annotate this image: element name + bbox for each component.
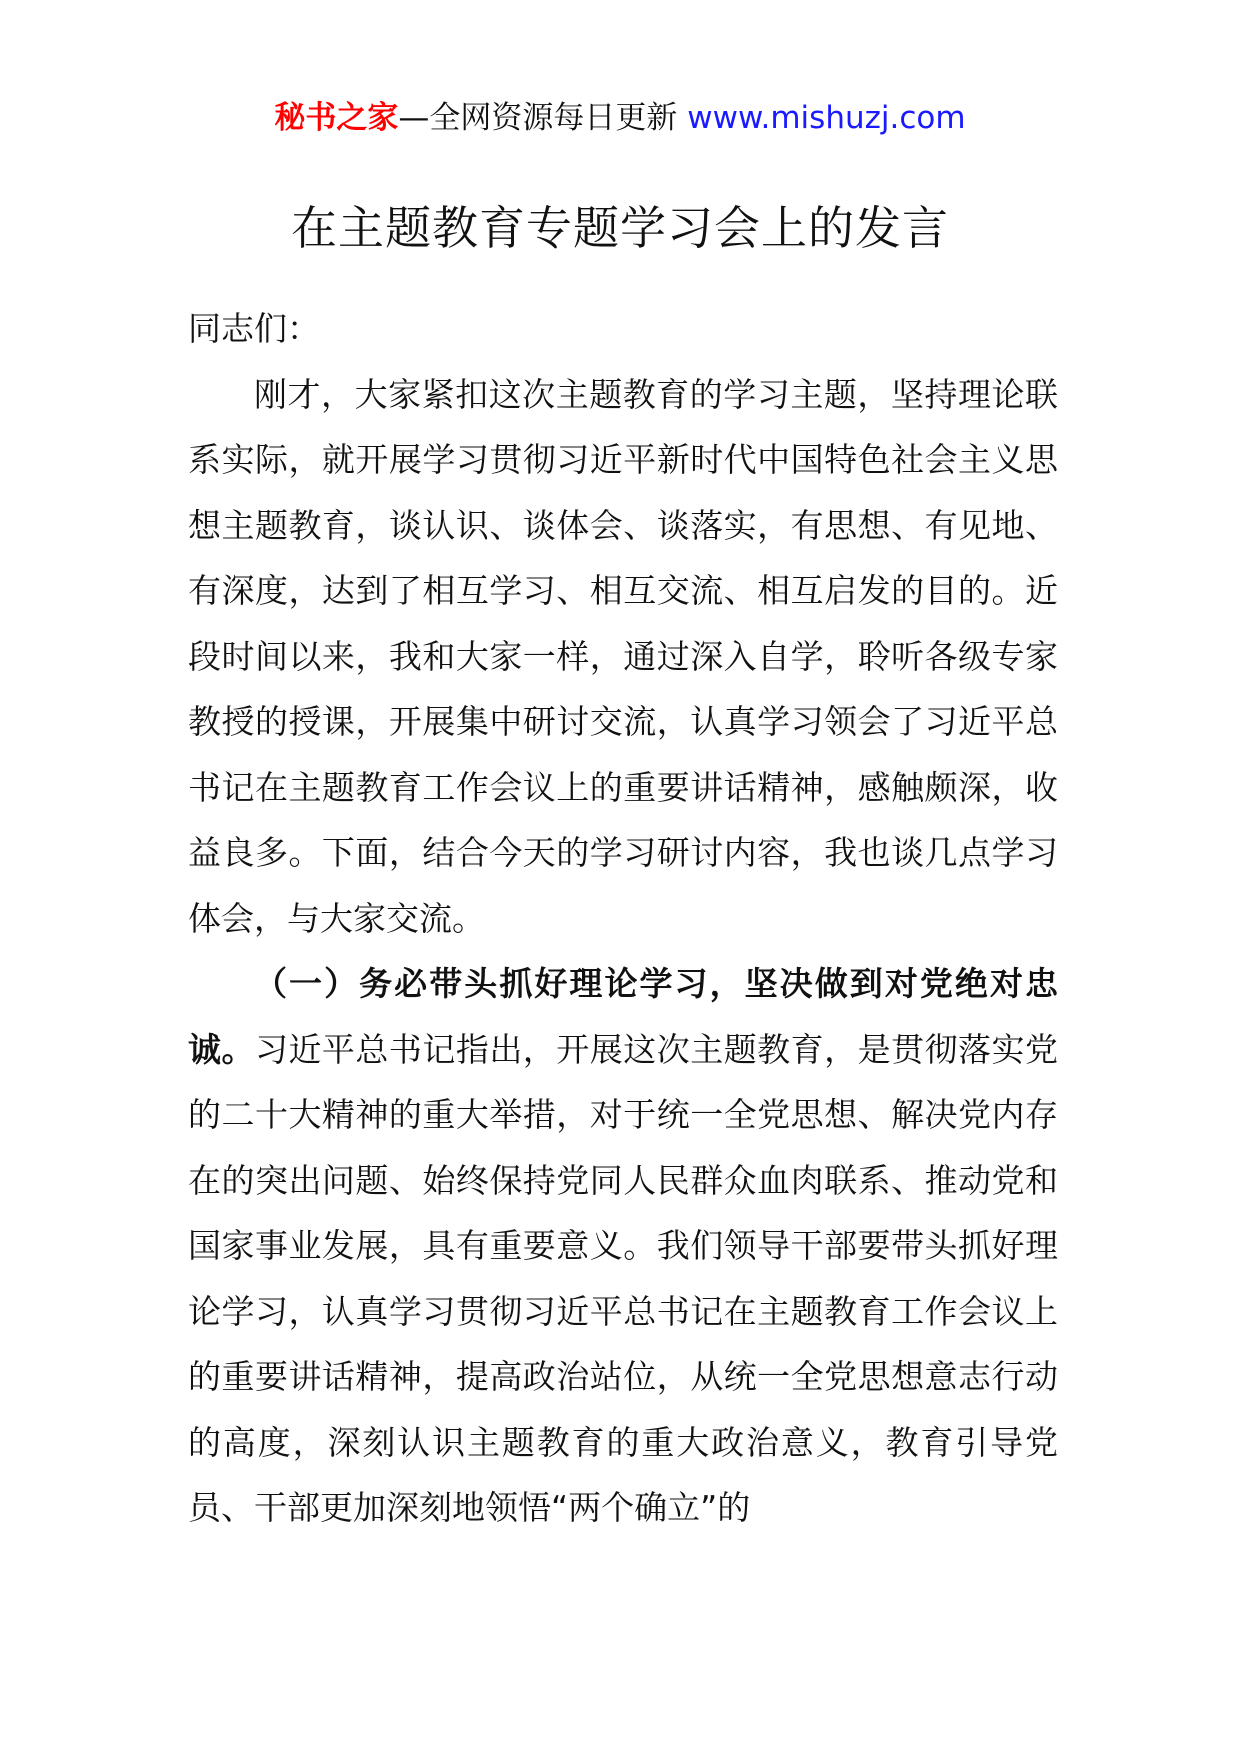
- section-heading: （一）务必带头抓好理论学习，坚决做到对党绝对忠诚。: [188, 964, 1058, 1069]
- site-header: [0, 96, 1240, 140]
- site-brand: 秘书之家: [274, 100, 399, 136]
- site-url-link[interactable]: www.mishuzj.com: [687, 100, 966, 136]
- document-body: [188, 296, 1058, 1541]
- section-text: 习近平总书记指出，开展这次主题教育，是贯彻落实党的二十大精神的重大举措，对于统一全党思想、解决党内存在的突出问题、始终保持党同人民群众血肉联系、推动党和国家事业发展，具有重要意义。我们领导干部要带头抓好理论学习，认真学习贯彻习近平总书记在主题教育工作会议上的重要讲话精神，提高政治站位，从统一全党思想意志行动的高度，深刻认识主题教育的重大政治意义，教育引导党员、干部更加深刻地领悟“两个确立”的: [188, 1029, 1059, 1527]
- salutation: 同志们：: [188, 309, 320, 348]
- document-title: 在主题教育专题学习会上的发言: [291, 201, 949, 255]
- paragraph-section-1: [188, 951, 1058, 1541]
- paragraph-intro: 刚才，大家紧扣这次主题教育的学习主题，坚持理论联系实际，就开展学习贯彻习近平新时代中国特色社会主义思想主题教育，谈认识、谈体会、谈落实，有思想、有见地、有深度，达到了相互学习、相互交流、相互启发的目的。近段时间以来，我和大家一样，通过深入自学，聆听各级专家教授的授课，开展集中研讨交流，认真学习领会了习近平总书记在主题教育工作会议上的重要讲话精神，感触颇深，收益良多。下面，结合今天的学习研讨内容，我也谈几点学习体会，与大家交流。: [188, 374, 1058, 938]
- site-tagline: —全网资源每日更新: [398, 100, 678, 136]
